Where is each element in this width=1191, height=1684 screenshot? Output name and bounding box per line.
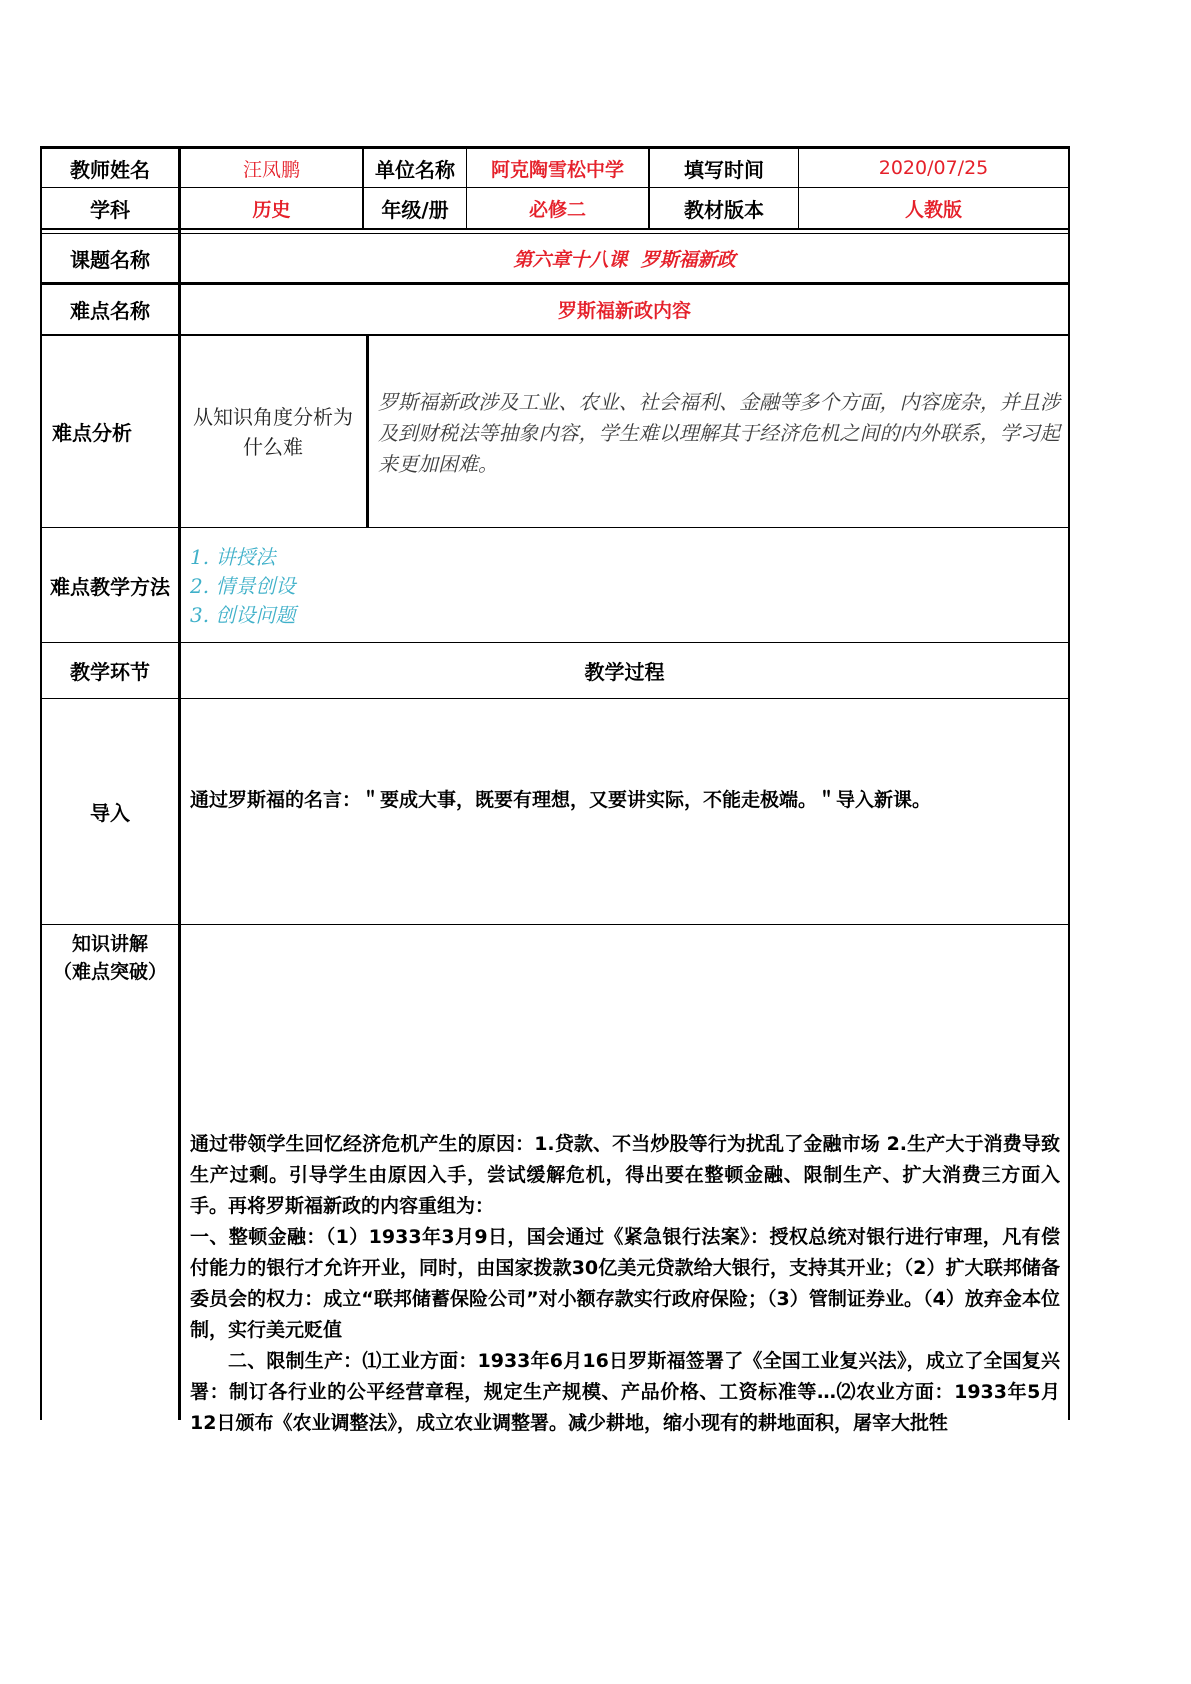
edition-label: 教材版本 (684, 197, 764, 222)
process-stage-label: 教学环节 (70, 660, 150, 684)
table-line (40, 924, 1070, 925)
table-line (366, 336, 369, 527)
fill-date-label: 填写时间 (684, 157, 764, 182)
knowledge-label-line1: 知识讲解 (71, 932, 148, 955)
unit-name-label: 单位名称 (375, 157, 455, 182)
unit-name-value: 阿克陶雪松中学 (490, 158, 624, 181)
fill-date-value: 2020/07/25 (878, 157, 989, 179)
knowledge-paragraph: 一、整顿金融：（1）1933年3月9日，国会通过《紧急银行法案》：授权总统对银行进行审理，凡有偿付能力的银行才允许开业，同时，由国家拨款30亿美元贷款给大银行，支持其开业；（2）扩大联邦储备委员会的权力：成立“联邦储蓄保险公司”对小额存款实行政府保险；（3）管制证券业。（4）放弃金本位制，实行美元贬值 (190, 1226, 1060, 1341)
table-line (40, 228, 1070, 230)
table-line (178, 146, 181, 1420)
method-item: 1. 讲授法 (190, 545, 276, 569)
subject-label: 学科 (90, 197, 130, 222)
method-item: 2. 情景创设 (190, 574, 296, 598)
table-border-right (1068, 146, 1070, 1420)
analysis-sub-label: 从知识角度分析为什么难 (193, 404, 353, 459)
analysis-label: 难点分析 (52, 421, 132, 445)
grade-label: 年级/册 (381, 197, 449, 222)
knowledge-text (190, 1129, 1060, 1439)
subject-value: 历史 (252, 198, 291, 221)
table-line (40, 527, 1070, 528)
intro-text: 通过罗斯福的名言：＂要成大事，既要有理想，又要讲实际，不能走极端。＂导入新课。 (190, 789, 932, 811)
knowledge-label-line2: （难点突破） (52, 960, 167, 983)
methods-label: 难点教学方法 (50, 574, 170, 599)
teacher-name-label: 教师姓名 (70, 157, 150, 182)
edition-value: 人教版 (904, 198, 962, 221)
process-value: 教学过程 (584, 660, 665, 684)
difficulty-value: 罗斯福新政内容 (557, 300, 691, 322)
topic-value: 第六章十八课 罗斯福新政 (513, 248, 736, 271)
knowledge-paragraph: 二、限制生产：⑴工业方面：1933年6月16日罗斯福签署了《全国工业复兴法》，成立了全国复兴署：制订各行业的公平经营章程，规定生产规模、产品价格、工资标准等…⑵农业方面：1933年5月12日颁布《农业调整法》，成立农业调整署。减少耕地，缩小现有的耕地面积，屠宰大批牲 (190, 1350, 1060, 1434)
analysis-text: 罗斯福新政涉及工业、农业、社会福利、金融等多个方面，内容庞杂，并且涉及到财税法等抽象内容，学生难以理解其于经济危机之间的内外联系，学习起来更加困难。 (378, 390, 1060, 476)
grade-value: 必修二 (528, 198, 586, 221)
difficulty-label: 难点名称 (70, 299, 150, 323)
intro-label: 导入 (90, 801, 130, 825)
table-line (40, 698, 1070, 699)
topic-label: 课题名称 (70, 247, 150, 272)
method-item: 3. 创设问题 (190, 603, 296, 627)
teacher-name-value: 汪凤鹏 (242, 158, 300, 181)
knowledge-paragraph: 通过带领学生回忆经济危机产生的原因：1.贷款、不当炒股等行为扰乱了金融市场 2.生产大于消费导致生产过剩。引导学生由原因入手，尝试缓解危机，得出要在整顿金融、限制生产、扩大消费三方面入手。再将罗斯福新政的内容重组为： (190, 1133, 1060, 1217)
